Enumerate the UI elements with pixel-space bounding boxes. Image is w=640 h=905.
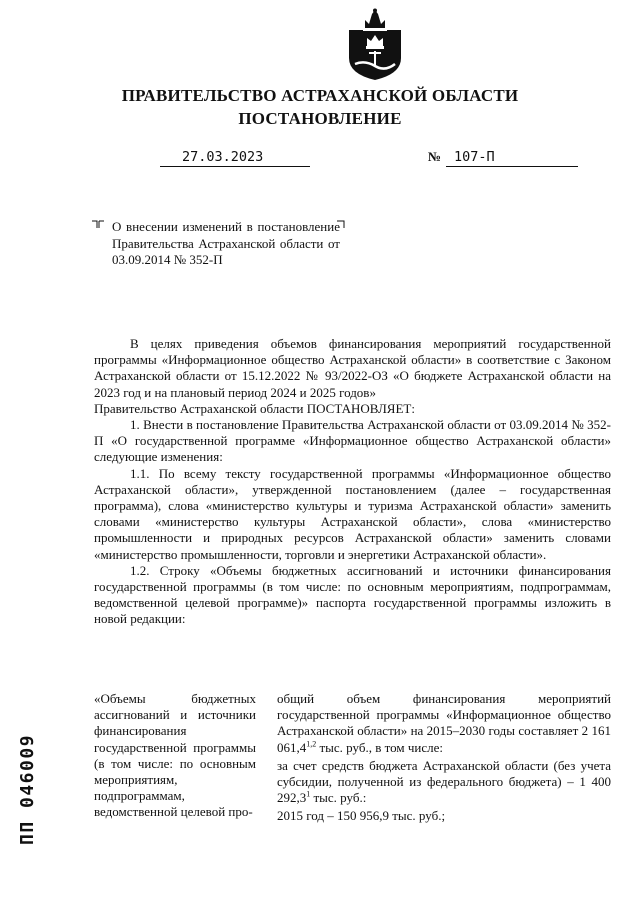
- total-suffix: тыс. руб., в том числе:: [316, 739, 443, 755]
- bracket-top-left-icon: [91, 220, 105, 233]
- regional-text: за счет средств бюджета Астраханской области (без учета субсидии, полученной из федерального бюджета) – 1 400 292,3: [277, 757, 611, 806]
- form-serial-number: ПП 046009: [17, 733, 38, 845]
- resolves-paragraph: Правительство Астраханской области ПОСТАНОВЛЯЕТ:: [94, 400, 415, 416]
- table-left-cell: «Объемы бюджетных ассигнований и источники финансирования государственной программы (в том числе: по основным мероприятиям, подпрограммам, ведомственной целевой про-: [94, 691, 256, 820]
- document-subject: О внесении изменений в постановление Правительства Астраханской области от 03.09.2014 № 352-П: [112, 219, 340, 267]
- regional-suffix: тыс. руб.:: [310, 790, 367, 806]
- table-regional-paragraph: [277, 758, 611, 807]
- table-total-paragraph: [277, 691, 611, 756]
- table-right-cell: [277, 691, 611, 827]
- total-footnote: 1,2: [306, 739, 317, 749]
- preamble-paragraph: В целях приведения объемов финансирования мероприятий государственной программы «Информационное общество Астраханской области» в соответствие с Законом Астраханской области от 15.12.2022 № 93/2022-ОЗ «О бюджете Астраханской области на 2023 год и на плановый период 2024 и 2025 годов»: [94, 336, 611, 400]
- astrakhan-coat-of-arms-icon: [343, 8, 407, 82]
- government-title: ПРАВИТЕЛЬСТВО АСТРАХАНСКОЙ ОБЛАСТИ: [121, 86, 519, 105]
- paragraph-1-2: 1.2. Строку «Объемы бюджетных ассигнований и источники финансирования государственной программы (в том числе: по основным мероприятиям, подпрограммам, ведомственной целевой программе)» паспорта государственной программы изложить в новой редакции:: [94, 562, 611, 627]
- total-text: общий объем финансирования мероприятий государственной программы «Информационное общество Астраханской области» на 2015–2030 годы составляет 2 161 061,4: [277, 691, 611, 755]
- paragraph-1: 1. Внести в постановление Правительства Астраханской области от 03.09.2014 № 352-П «О государственной программе «Информационное общество Астраханской области» следующие изменения:: [94, 417, 611, 465]
- document-body: [94, 336, 611, 628]
- document-date: 27.03.2023: [160, 149, 310, 167]
- number-label: №: [428, 149, 442, 164]
- table-year-2015: 2015 год – 150 956,9 тыс. руб.;: [277, 808, 446, 824]
- document-number: 107-П: [446, 149, 578, 167]
- regional-footnote: 1: [306, 789, 311, 799]
- paragraph-1-1: 1.1. По всему тексту государственной программы «Информационное общество Астраханской области», утвержденной постановлением (далее – государственная программа), слова «министерство культуры и туризма Астраханской области» заменить словами «министерство культуры Астраханской области», слова «министерство промышленности и природных ресурсов Астраханской области» заменить словами «министерство промышленности, торговли и энергетики Астраханской области».: [94, 465, 611, 562]
- document-type-title: ПОСТАНОВЛЕНИЕ: [238, 109, 402, 128]
